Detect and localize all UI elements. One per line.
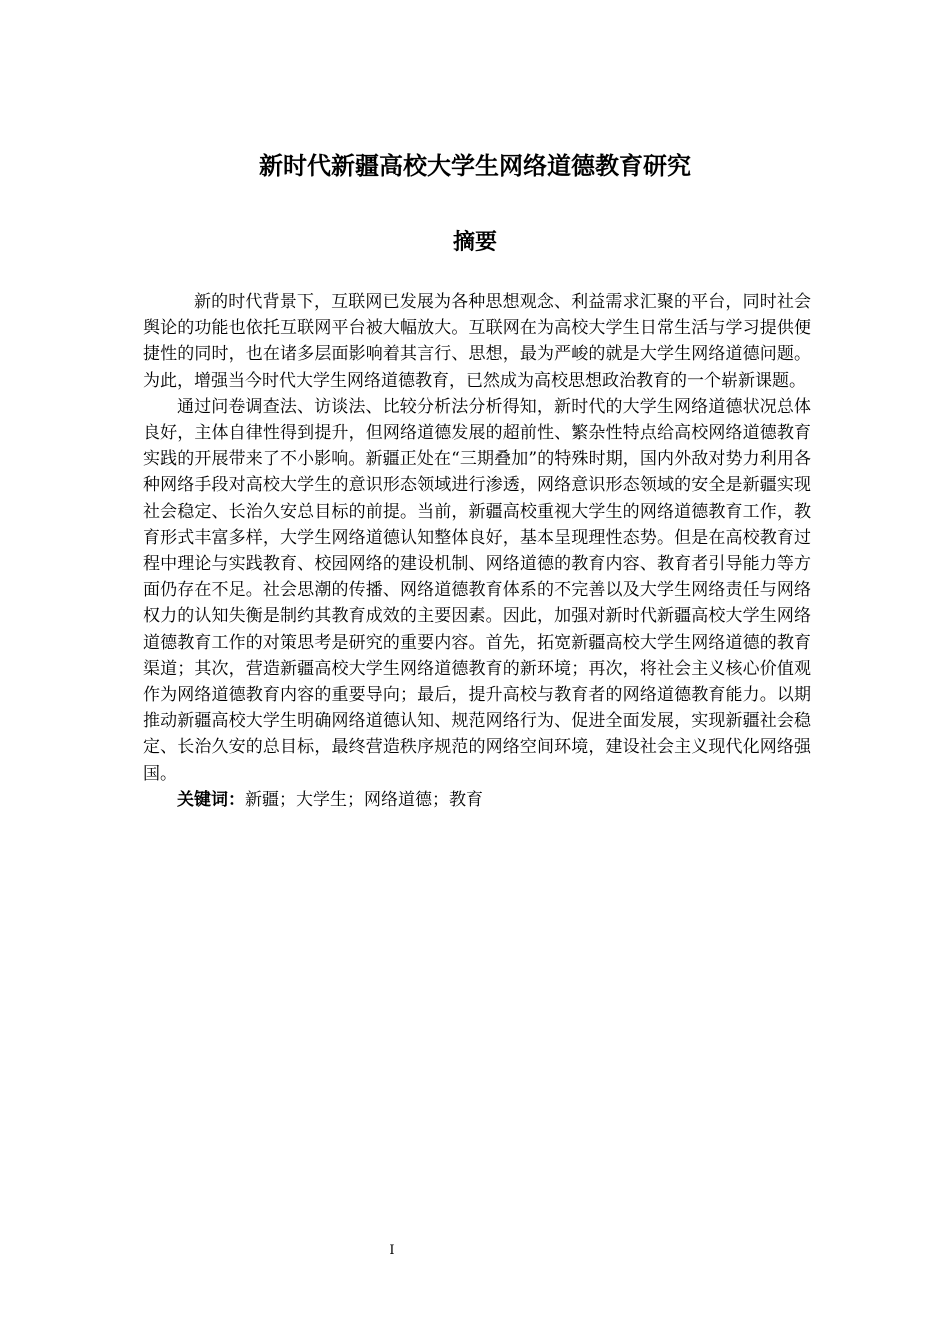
keywords-label: 关键词： — [177, 789, 245, 810]
abstract-body — [143, 289, 811, 813]
keywords-text: 新疆；大学生；网络道德；教育 — [245, 789, 483, 810]
page-number: I — [389, 1243, 395, 1258]
abstract-paragraph-2: 通过问卷调查法、访谈法、比较分析法分析得知，新时代的大学生网络道德状况总体良好，主体自律性得到提升，但网络道德发展的超前性、繁杂性特点给高校网络道德教育实践的开展带来了不小影响。新疆正处在“三期叠加”的特殊时期，国内外敌对势力利用各种网络手段对高校大学生的意识形态领域进行渗透，网络意识形态领域的安全是新疆实现社会稳定、长治久安总目标的前提。当前，新疆高校重视大学生的网络道德教育工作，教育形式丰富多样，大学生网络道德认知整体良好，基本呈现理性态势。但是在高校教育过程中理论与实践教育、校园网络的建设机制、网络道德的教育内容、教育者引导能力等方面仍存在不足。社会思潮的传播、网络道德教育体系的不完善以及大学生网络责任与网络权力的认知失衡是制约其教育成效的主要因素。因此，加强对新时代新疆高校大学生网络道德教育工作的对策思考是研究的重要内容。首先，拓宽新疆高校大学生网络道德的教育渠道；其次，营造新疆高校大学生网络道德教育的新环境；再次，将社会主义核心价值观作为网络道德教育内容的重要导向；最后，提升高校与教育者的网络道德教育能力。以期推动新疆高校大学生明确网络道德认知、规范网络行为、促进全面发展，实现新疆社会稳定、长治久安的总目标，最终营造秩序规范的网络空间环境，建设社会主义现代化网络强国。 — [143, 396, 811, 784]
abstract-paragraph-1: 新的时代背景下，互联网已发展为各种思想观念、利益需求汇聚的平台，同时社会舆论的功能也依托互联网平台被大幅放大。互联网在为高校大学生日常生活与学习提供便捷性的同时，也在诸多层面影响着其言行、思想，最为严峻的就是大学生网络道德问题。为此，增强当今时代大学生网络道德教育，已然成为高校思想政治教育的一个崭新课题。 — [143, 292, 811, 391]
keywords-line — [143, 787, 811, 813]
paper-title: 新时代新疆高校大学生网络道德教育研究 — [259, 152, 691, 180]
abstract-heading: 摘要 — [452, 230, 497, 255]
